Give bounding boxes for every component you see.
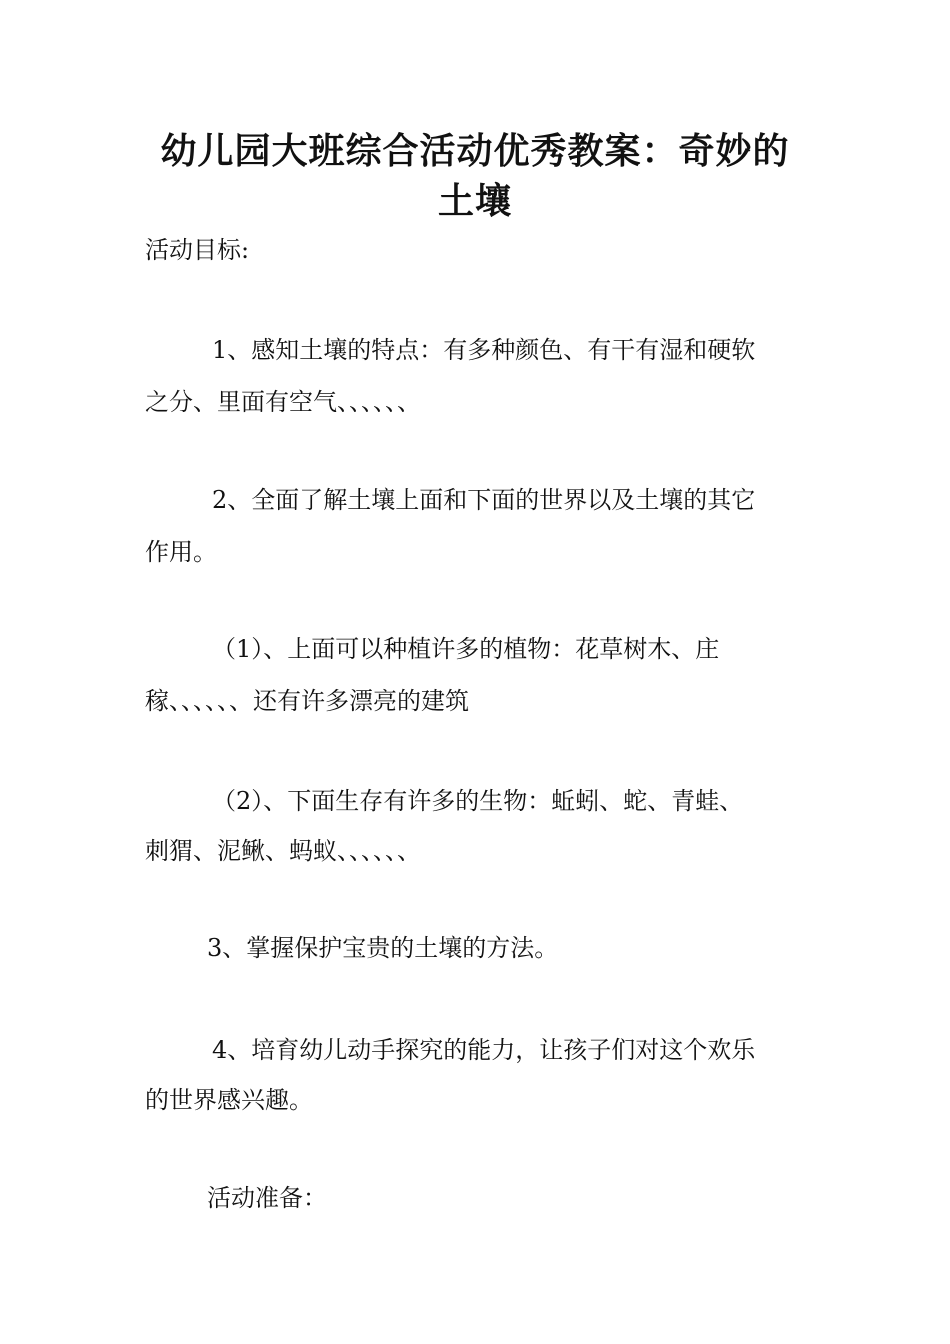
goal-2-sub-2-line-2: 刺猬、泥鳅、蚂蚁、、、、、、 [145, 837, 421, 865]
document-title-line-2: 土壤 [437, 181, 512, 222]
goal-1-line-1: 1、感知土壤的特点：有多种颜色、有干有湿和硬软 [212, 336, 756, 364]
document-title-line-1: 幼儿园大班综合活动优秀教案：奇妙的 [160, 131, 790, 172]
goal-2-sub-1-line-2: 稼、、、、、、还有许多漂亮的建筑 [145, 687, 469, 715]
goal-2-sub-1-line-1: （1）、上面可以种植许多的植物：花草树木、庄 [212, 635, 720, 663]
goal-2-line-1: 2、全面了解土壤上面和下面的世界以及土壤的其它 [212, 486, 756, 514]
section-heading-preparation: 活动准备： [207, 1184, 327, 1212]
goal-2-sub-2-line-1: （2）、下面生存有许多的生物：蚯蚓、蛇、青蛙、 [212, 787, 744, 815]
section-heading-goals: 活动目标: [145, 236, 250, 264]
goal-1-line-2: 之分、里面有空气、、、、、、 [145, 388, 421, 416]
goal-4-line-2: 的世界感兴趣。 [145, 1086, 313, 1114]
goal-3: 3、掌握保护宝贵的土壤的方法。 [207, 934, 559, 962]
goal-4-line-1: 4、培育幼儿动手探究的能力，让孩子们对这个欢乐 [212, 1036, 756, 1064]
goal-2-line-2: 作用。 [145, 538, 217, 566]
